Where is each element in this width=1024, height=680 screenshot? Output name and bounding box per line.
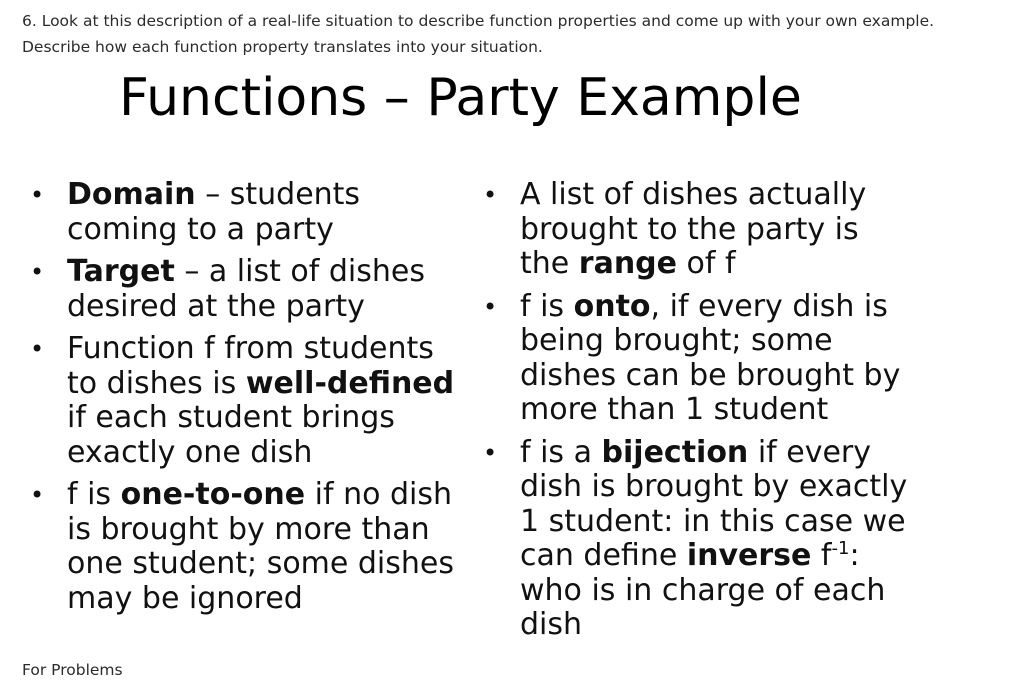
bullet-icon: • [30,335,45,363]
term-inverse: inverse [686,538,812,573]
prompt-line-1: 6. Look at this description of a real-life situation to describe function properties and come up with your own example. [22,12,935,30]
bullet-text: – a list of dishes desired at the party [67,254,425,324]
bullet-text: A list of dishes actually brought to the party is the [520,177,867,281]
bullet-domain [30,178,460,247]
bullet-icon: • [30,181,45,209]
inverse-exponent: -1 [831,538,850,559]
bullet-text: if no dish is brought by more than one student; some dishes may be ignored [67,477,454,616]
bullet-onto [483,290,913,428]
bullet-text: if every dish is brought by exactly 1 student: in this case we can define [520,434,908,573]
bullet-bijection [483,436,913,643]
bullet-icon: • [483,292,498,321]
bullet-text: of f [677,246,736,281]
bullet-target [30,255,460,324]
term-target: Target [67,254,175,289]
term-onto: onto [573,288,651,324]
bullet-range [483,178,913,282]
term-one-to-one: one-to-one [120,477,306,512]
inverse-function-symbol: f [811,538,832,573]
bullet-text: f is [520,288,574,324]
term-range: range [578,246,677,281]
right-bullet-list [483,178,913,651]
bullet-text: if each student brings exactly one dish [67,400,395,470]
bullet-well-defined [30,332,460,470]
problem-prompt [22,8,1002,60]
term-well-defined: well-defined [245,365,455,401]
next-section-heading: For Problems [22,661,123,679]
bullet-text: , if every dish is being brought; some dishes can be brought by more than 1 student [520,288,901,427]
left-bullet-list [30,178,460,624]
bullet-text: Function f from students to dishes is [67,331,434,401]
bullet-text: – students coming to a party [67,177,361,247]
bullet-one-to-one [30,478,460,616]
bullet-text: f is a [520,434,602,470]
bullet-icon: • [30,258,45,286]
bullet-icon: • [483,438,498,467]
slide-title: Functions – Party Example [119,68,802,128]
term-domain: Domain [67,177,196,212]
term-bijection: bijection [601,434,749,470]
bullet-icon: • [483,181,498,209]
bullet-icon: • [30,481,45,509]
bullet-text: f is [67,477,121,512]
bullet-text: : who is in charge of each dish [520,538,886,642]
prompt-line-2: Describe how each function property translates into your situation. [22,38,543,56]
